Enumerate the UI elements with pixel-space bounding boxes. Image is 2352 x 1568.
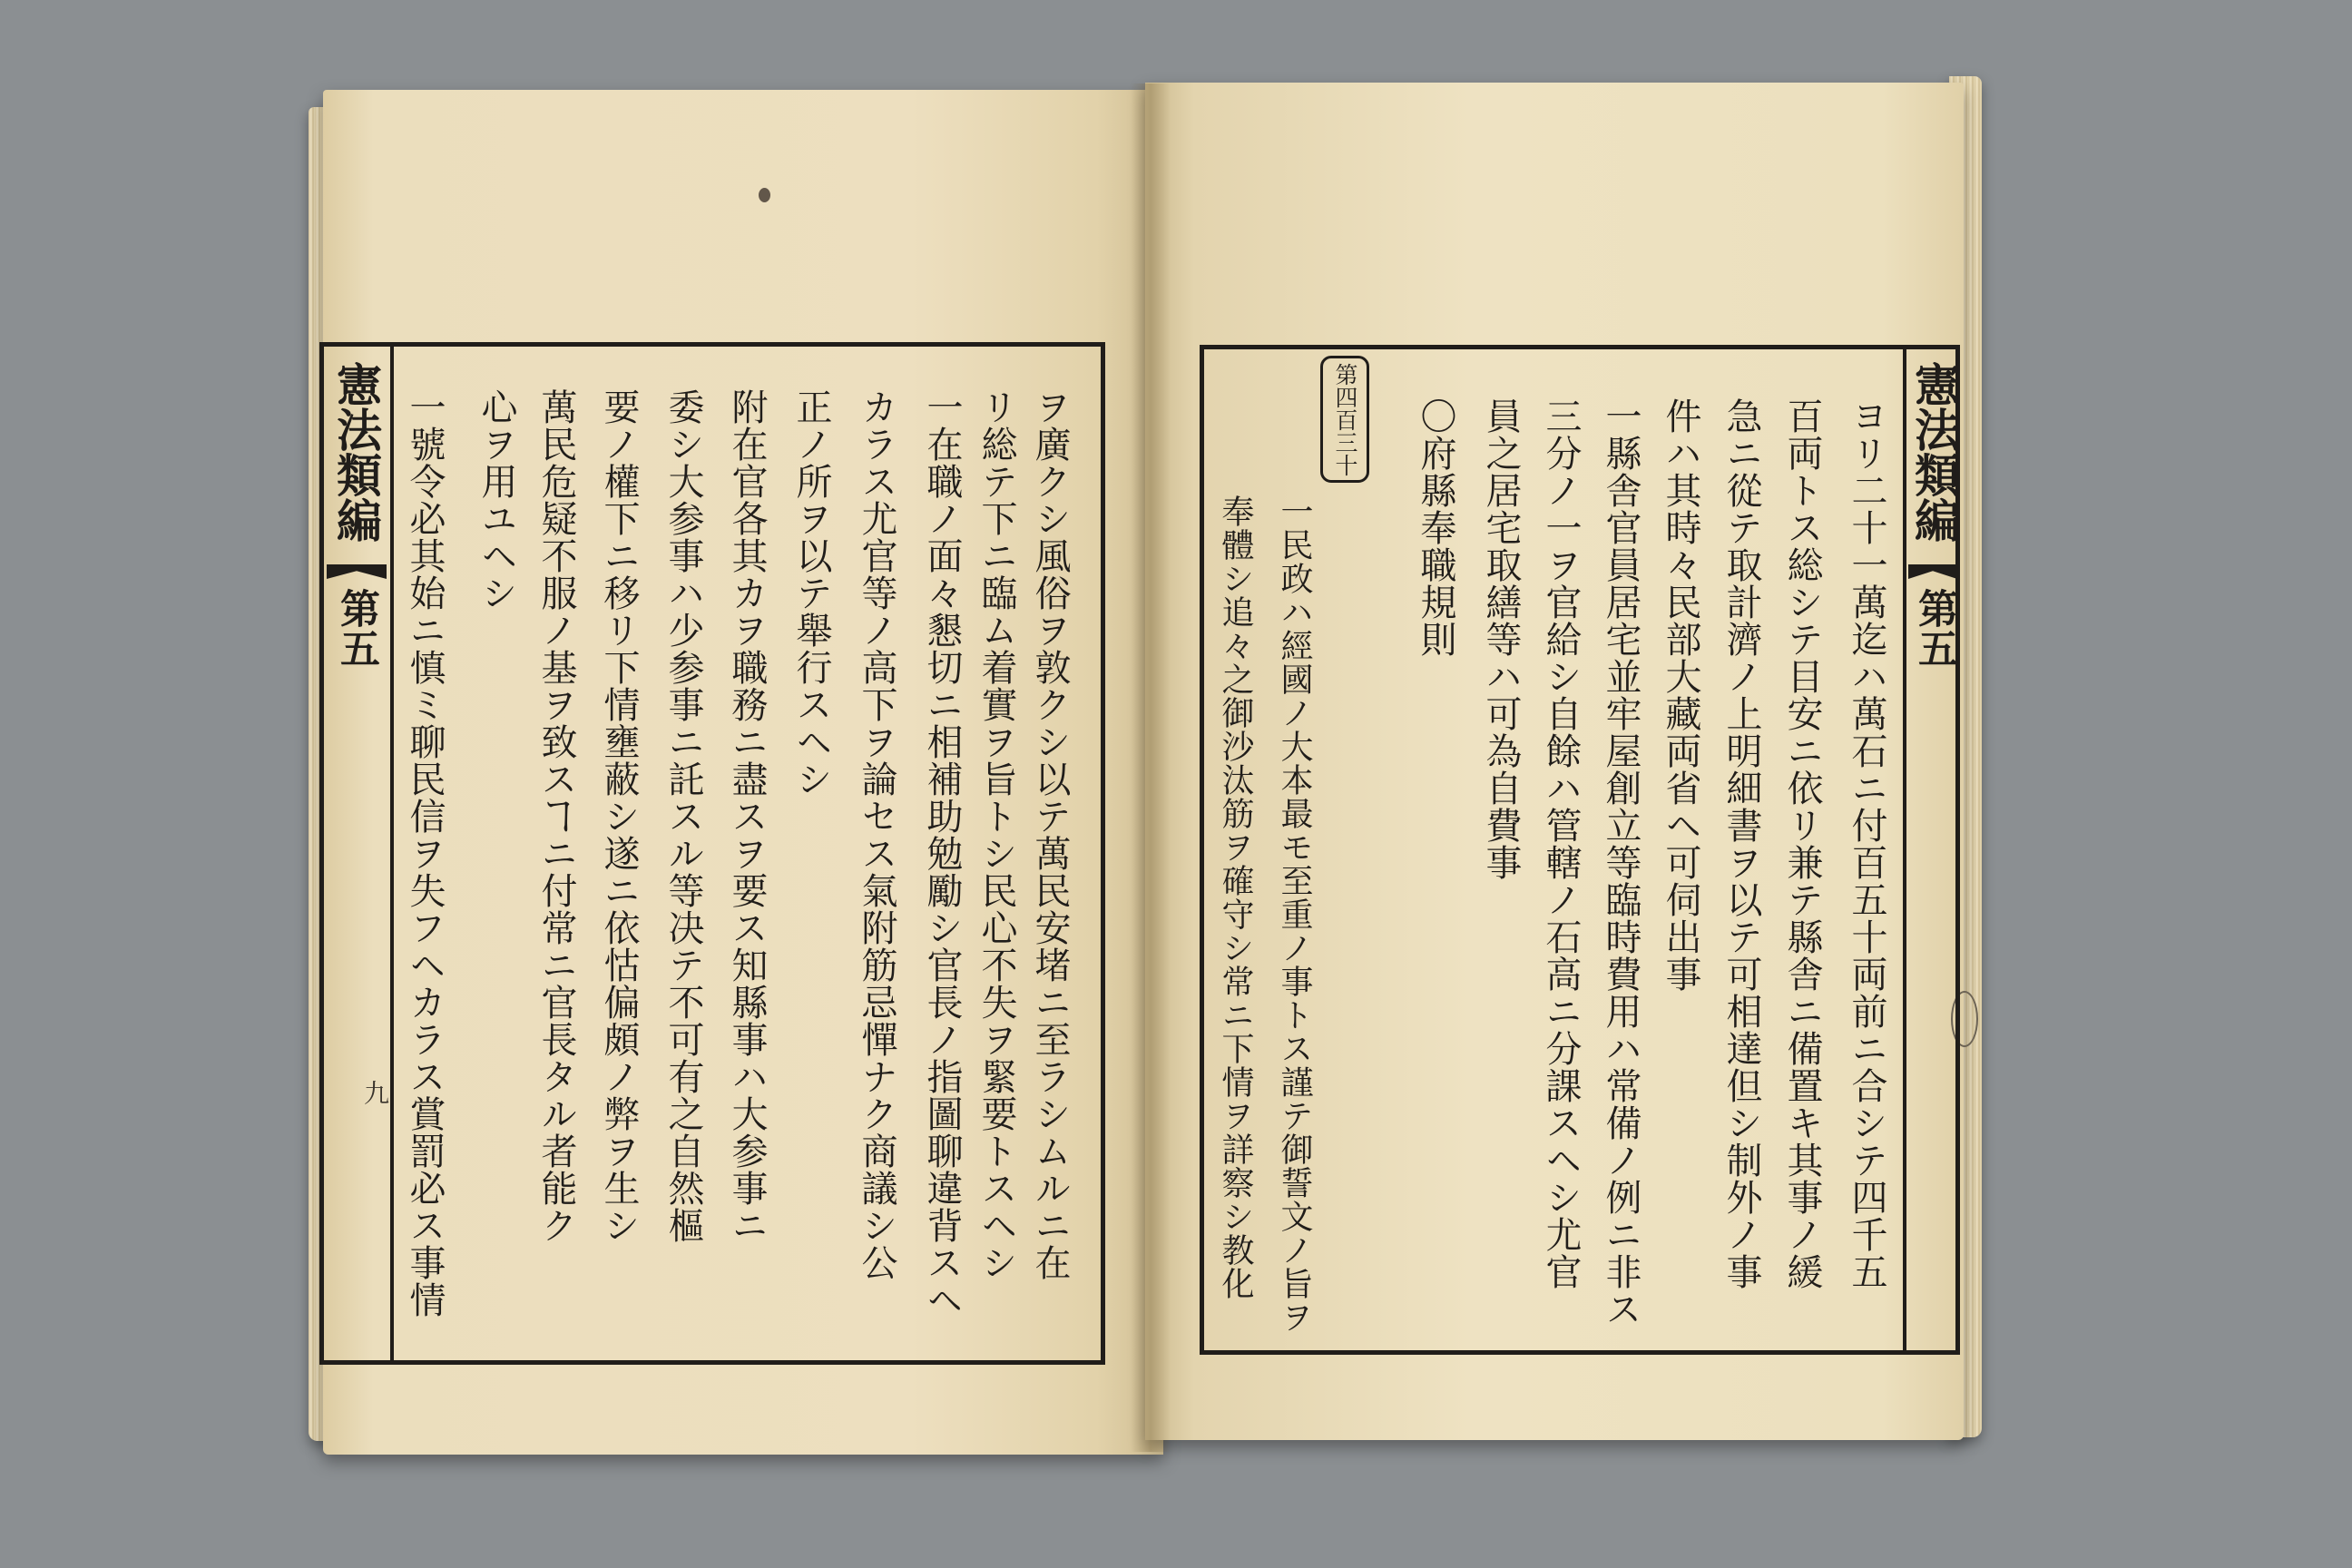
text-column: 要ノ權下ニ移リ下情壅蔽シ遂ニ依怙偏頗ノ弊ヲ生シ (598, 388, 640, 1244)
ink-spot (759, 188, 770, 202)
text-column: 百両トス総シテ目安ニ依リ兼テ縣舎ニ備置キ其事ノ緩 (1781, 397, 1823, 1290)
text-column: 萬民危疑不服ノ基ヲ致スヿニ付常ニ官長タル者能ク (535, 388, 577, 1244)
text-column: 件ハ其時々民部大藏両省ヘ可伺出事 (1660, 397, 1701, 993)
article-number: 第四百三十 (1332, 362, 1358, 476)
text-column: 急ニ從テ取計濟ノ上明細書ヲ以テ可相達但シ制外ノ事 (1720, 397, 1762, 1290)
text-column: 正ノ所ヲ以テ舉行スヘシ (790, 388, 832, 798)
text-column: 奉體シ追々之御沙汰筋ヲ確守シ常ニ下情ヲ詳察シ教化 (1217, 495, 1254, 1300)
text-column: 心ヲ用ユヘシ (475, 388, 517, 612)
text-column: 一號令必其始ニ慎ミ聊民信ヲ失フヘカラス賞罰必ス事情 (404, 388, 446, 1318)
text-column: 附在官各其カヲ職務ニ盡スヲ要ス知縣事ハ大参事ニ (726, 388, 768, 1244)
text-column: 三分ノ一ヲ官給シ自餘ハ管轄ノ石高ニ分課スヘシ尤官 (1540, 397, 1582, 1290)
right-header-title: 憲法類編 (1907, 361, 1961, 543)
book-gutter (1131, 83, 1171, 1452)
text-column: カラス尤官等ノ高下ヲ論セス氣附筋忌憚ナク商議シ公 (856, 388, 897, 1281)
text-column: 員之居宅取繕等ハ可為自費事 (1480, 397, 1522, 881)
right-header-volume: 第五 (1911, 588, 1957, 668)
text-column: ヲ廣クシ風俗ヲ敦クシ以テ萬民安堵ニ至ラシムルニ在 (1029, 388, 1071, 1281)
article-number-box (1320, 356, 1369, 483)
left-header-volume: 第五 (333, 588, 379, 668)
text-column: 一民政ハ經國ノ大本最モ至重ノ事トス謹テ御誓文ノ旨ヲ (1276, 495, 1313, 1334)
text-column: 委シ大参事ハ少参事ニ託スル等决テ不可有之自然樞 (662, 388, 704, 1244)
page-number: 九 (360, 1080, 390, 1105)
text-column: リ総テ下ニ臨ム着實ヲ旨トシ民心不失ヲ緊要トスヘシ (975, 388, 1017, 1281)
text-column: ヨリ二十一萬迄ハ萬石ニ付百五十両前ニ合シテ四千五 (1846, 397, 1887, 1290)
section-heading: 〇府縣奉職規則 (1415, 397, 1456, 658)
left-center-column-rule (390, 342, 394, 1365)
text-column: 一縣舎官員居宅並牢屋創立等臨時費用ハ常備ノ例ニ非ス (1600, 397, 1642, 1328)
right-center-column-rule (1903, 345, 1906, 1355)
left-header-title: 憲法類編 (329, 361, 383, 543)
text-column: 一在職ノ面々懇切ニ相補助勉勵シ官長ノ指圖聊違背スヘ (921, 388, 963, 1318)
